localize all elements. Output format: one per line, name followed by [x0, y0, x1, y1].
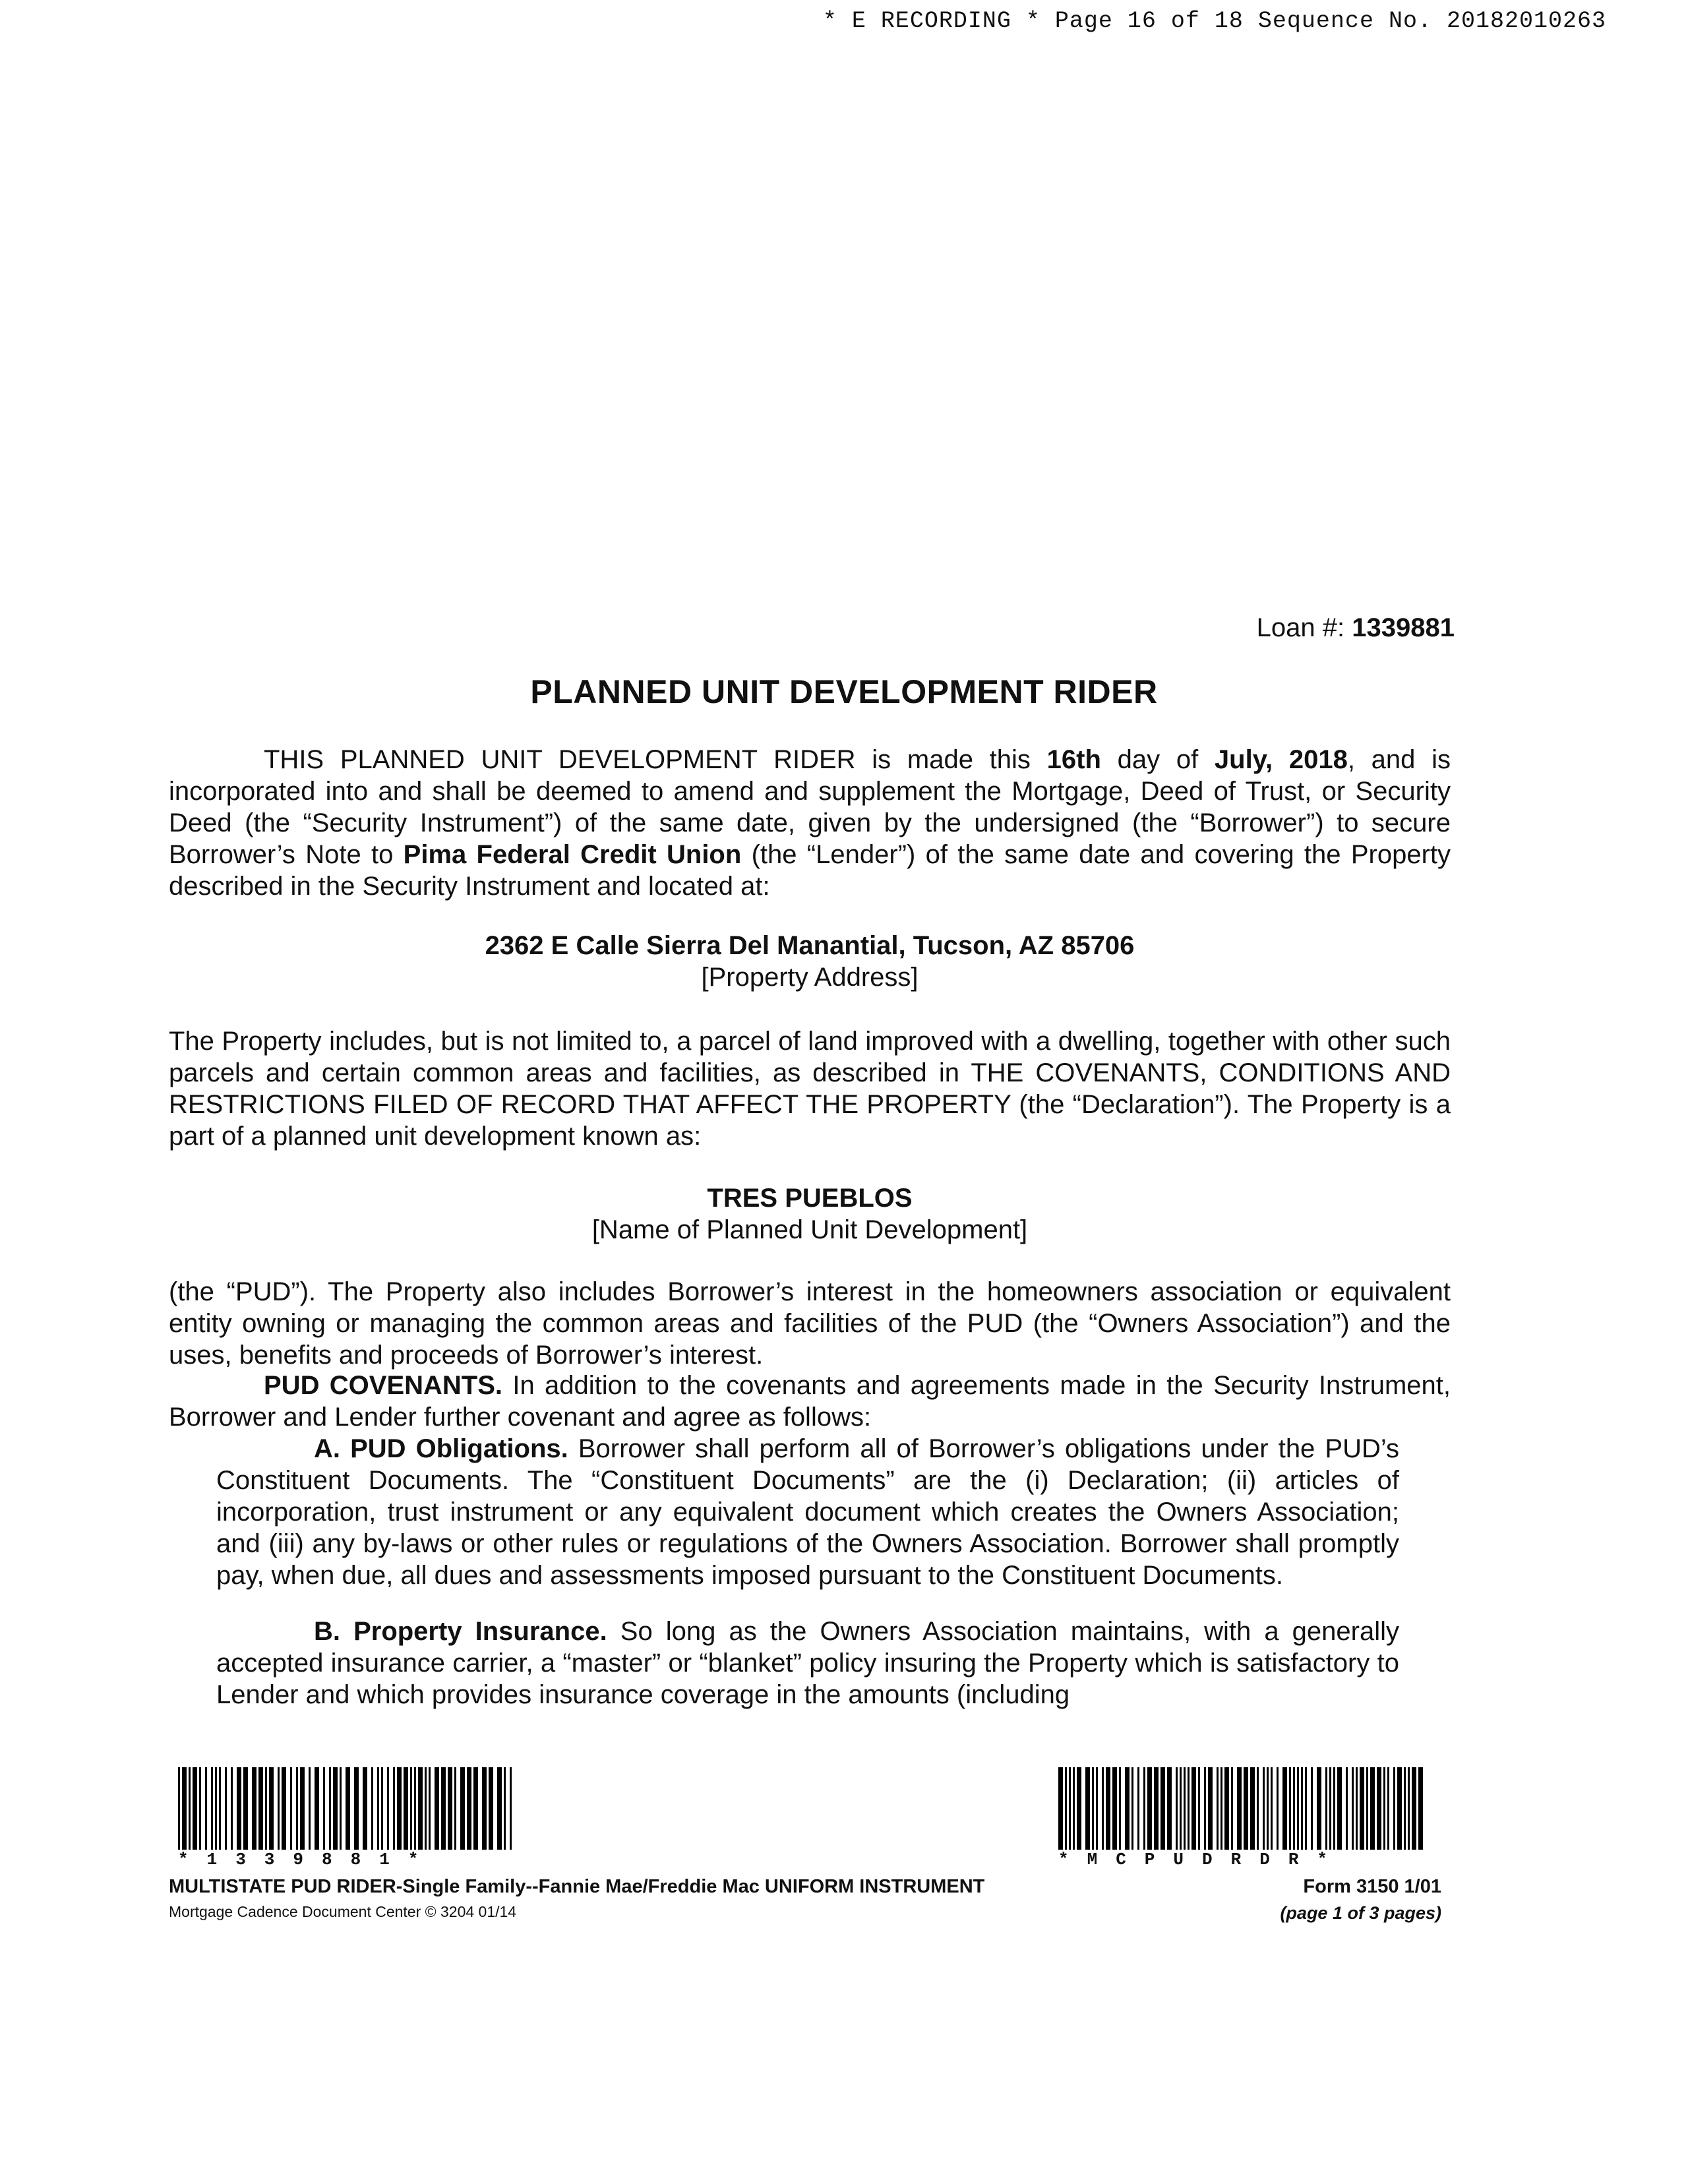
barcode-bar — [1329, 1767, 1331, 1850]
barcode-bar — [1069, 1767, 1071, 1850]
barcode-bar — [1112, 1767, 1117, 1850]
page-count: (page 1 of 3 pages) — [1280, 1903, 1441, 1923]
barcode-bar — [448, 1767, 452, 1850]
barcode-bar — [1257, 1767, 1259, 1850]
barcode-bar — [1224, 1767, 1229, 1850]
pud-name-block — [169, 1182, 1451, 1246]
barcode-bar — [1408, 1767, 1410, 1850]
barcode-bar — [504, 1767, 506, 1850]
barcode-bar — [329, 1767, 331, 1850]
barcode-bar — [1198, 1767, 1200, 1850]
barcode-bar — [1176, 1767, 1178, 1850]
barcode-bar — [429, 1767, 431, 1850]
barcode-bar — [482, 1767, 487, 1850]
barcode-bar — [323, 1767, 325, 1850]
barcode-bar — [243, 1767, 248, 1850]
barcode-bar — [182, 1767, 187, 1850]
barcode-bar — [1263, 1767, 1265, 1850]
barcode-bar — [205, 1767, 207, 1850]
barcode-bar — [1366, 1767, 1368, 1850]
barcode-bar — [300, 1767, 305, 1850]
intro-text-3: , and is incorporated into and shall be deemed to amend and supplement the Mortgage, Deed of Trust, or Security Deed (the “Security Instrument”) of the same date, given by the undersigned (the “Borrower”) to secure Borrower’s Note to — [169, 745, 1451, 869]
barcode-bar — [377, 1767, 379, 1850]
barcode-bar — [290, 1767, 292, 1850]
barcode-bar — [1188, 1767, 1190, 1850]
lender-name: Pima Federal Credit Union — [403, 840, 742, 869]
barcode-left-caption: *1339881* — [178, 1850, 437, 1869]
barcode-bar — [418, 1767, 423, 1850]
property-paragraph: The Property includes, but is not limited to, a parcel of land improved with a dwelling, together with other such parcels and certain common areas and facilities, as described in THE COVENANTS, CONDITIONS AND RESTRICTIONS FILED OF RECORD THAT AFFECT THE PROPERTY (the “Declaration”). The Property is a part of a planned unit development known as: — [169, 1027, 1451, 1151]
barcode-bar — [215, 1767, 217, 1850]
barcode-bar — [1058, 1767, 1063, 1850]
barcode-left-bars — [178, 1767, 514, 1850]
barcode-bar — [1356, 1767, 1358, 1850]
loan-number — [1257, 613, 1455, 643]
barcode-bar — [1370, 1767, 1375, 1850]
pud-name: TRES PUEBLOS — [707, 1184, 913, 1213]
barcode-bar — [1204, 1767, 1206, 1850]
barcode-bar — [371, 1767, 373, 1850]
barcode-bar — [237, 1767, 241, 1850]
barcode-bar — [1387, 1767, 1389, 1850]
rider-day: 16th — [1046, 745, 1101, 774]
barcode-bar — [1277, 1767, 1279, 1850]
intro-text-2: day of — [1100, 745, 1215, 774]
barcode-bar — [1289, 1767, 1291, 1850]
barcode-bar — [1125, 1767, 1130, 1850]
barcode-bar — [1217, 1767, 1219, 1850]
barcode-bar — [178, 1767, 180, 1850]
barcode-bar — [381, 1767, 383, 1850]
barcode-bar — [414, 1767, 416, 1850]
section-b-heading: B. Property Insurance. — [314, 1617, 607, 1646]
barcode-bar — [1065, 1767, 1067, 1850]
barcode-bar — [1271, 1767, 1273, 1850]
barcode-bar — [1360, 1767, 1364, 1850]
intro-paragraph — [169, 744, 1451, 902]
rider-date: July, 2018 — [1214, 745, 1348, 774]
barcode-bar — [397, 1767, 402, 1850]
barcode-bar — [296, 1767, 298, 1850]
barcode-bar — [1231, 1767, 1233, 1850]
barcode-bar — [1106, 1767, 1110, 1850]
barcode-bar — [435, 1767, 439, 1850]
barcode-bar — [1137, 1767, 1139, 1850]
barcode-bar — [387, 1767, 389, 1850]
recording-header: * E RECORDING * Page 16 of 18 Sequence No. 20182010263 — [822, 8, 1606, 34]
barcode-bar — [189, 1767, 191, 1850]
barcode-bar — [340, 1767, 342, 1850]
barcode-bar — [219, 1767, 221, 1850]
barcode-bar — [441, 1767, 446, 1850]
barcode-bar — [1085, 1767, 1090, 1850]
section-a-text: Borrower shall perform all of Borrower’s obligations under the PUD’s Constituent Documents. The “Constituent Documents” are the (i) Declaration; (ii) articles of incorporation, trust instrument or any equivalent document which creates the Owners Association; and (iii) any by-laws or other rules or regulations of the Owners Association. Borrower shall promptly pay, when due, all dues and assessments imposed pursuant to the Constituent Documents. — [216, 1434, 1400, 1590]
barcode-bar — [1282, 1767, 1287, 1850]
barcode-bar — [489, 1767, 493, 1850]
barcode-bar — [1352, 1767, 1354, 1850]
barcode-bar — [231, 1767, 233, 1850]
section-a-heading: A. PUD Obligations. — [314, 1434, 568, 1463]
barcode-bar — [1092, 1767, 1094, 1850]
barcode-bar — [1383, 1767, 1385, 1850]
barcode-bar — [315, 1767, 319, 1850]
barcode-bar — [510, 1767, 512, 1850]
barcode-bar — [1301, 1767, 1303, 1850]
barcode-bar — [1250, 1767, 1255, 1850]
barcode-bar — [1267, 1767, 1269, 1850]
pud-paragraph: (the “PUD”). The Property also includes Borrower’s interest in the homeowners association or equivalent entity owning or managing the common areas and facilities of the PUD (the “Owners Association”) and the uses, benefits and proceeds of Borrower’s interest. — [169, 1277, 1451, 1370]
barcode-bar — [199, 1767, 201, 1850]
pud-covenants-text: In addition to the covenants and agreements made in the Security Instrument, Borrower and Lender further covenant and agree as follows: — [169, 1371, 1451, 1432]
loan-label: Loan #: — [1256, 613, 1345, 642]
pud-covenants-paragraph — [169, 1370, 1451, 1433]
barcode-bar — [282, 1767, 286, 1850]
barcode-bar — [1119, 1767, 1121, 1850]
barcode-bar — [258, 1767, 263, 1850]
barcode-bar — [1337, 1767, 1342, 1850]
barcode-bar — [1333, 1767, 1335, 1850]
barcode-bar — [265, 1767, 267, 1850]
barcode-right-bars — [1058, 1767, 1424, 1850]
barcode-bar — [1418, 1767, 1423, 1850]
barcode-bar — [1131, 1767, 1133, 1850]
barcode-bar — [1221, 1767, 1222, 1850]
barcode-right-caption: *MCPUDRDR* — [1058, 1850, 1346, 1869]
barcode-bar — [425, 1767, 427, 1850]
barcode-bar — [1412, 1767, 1416, 1850]
barcode-bar — [473, 1767, 478, 1850]
property-address: 2362 E Calle Sierra Del Manantial, Tucson, AZ 85706 — [485, 931, 1135, 960]
barcode-bar — [1377, 1767, 1381, 1850]
barcode-bar — [1096, 1767, 1098, 1850]
barcode-bar — [309, 1767, 311, 1850]
barcode-bar — [1397, 1767, 1402, 1850]
property-address-block — [169, 930, 1451, 993]
barcode-bar — [393, 1767, 395, 1850]
barcode-right — [1058, 1767, 1424, 1869]
barcode-bar — [404, 1767, 408, 1850]
barcode-bar — [1167, 1767, 1172, 1850]
barcode-bar — [467, 1767, 471, 1850]
barcode-bar — [1180, 1767, 1182, 1850]
barcode-bar — [225, 1767, 227, 1850]
section-b — [216, 1616, 1399, 1711]
barcode-bar — [1073, 1767, 1075, 1850]
barcode-bar — [1305, 1767, 1307, 1850]
barcode-bar — [497, 1767, 502, 1850]
barcode-bar — [1393, 1767, 1395, 1850]
form-number: Form 3150 1/01 — [1303, 1876, 1441, 1897]
barcode-bar — [1317, 1767, 1321, 1850]
barcode-bar — [1154, 1767, 1159, 1850]
barcode-bar — [1311, 1767, 1313, 1850]
barcode-bar — [1404, 1767, 1406, 1850]
barcode-bar — [354, 1767, 359, 1850]
barcode-left — [178, 1767, 514, 1869]
barcode-bar — [346, 1767, 350, 1850]
barcode-bar — [333, 1767, 338, 1850]
barcode-bar — [278, 1767, 280, 1850]
intro-text-1: THIS PLANNED UNIT DEVELOPMENT RIDER is made this — [264, 745, 1047, 774]
pud-name-label: [Name of Planned Unit Development] — [591, 1215, 1028, 1244]
barcode-bar — [1346, 1767, 1348, 1850]
barcode-bar — [1147, 1767, 1152, 1850]
section-b-text: So long as the Owners Association maintains, with a generally accepted insurance carrier, a “master” or “blanket” policy insuring the Property which is satisfactory to Lender and which provides insurance coverage in the amounts (including — [216, 1617, 1400, 1709]
barcode-bar — [252, 1767, 256, 1850]
document-title: PLANNED UNIT DEVELOPMENT RIDER — [530, 673, 1158, 710]
barcode-bar — [1184, 1767, 1186, 1850]
barcode-bar — [1208, 1767, 1213, 1850]
barcode-bar — [1191, 1767, 1196, 1850]
barcode-bar — [1244, 1767, 1248, 1850]
barcode-bar — [1297, 1767, 1299, 1850]
barcode-bar — [1293, 1767, 1295, 1850]
barcode-bar — [410, 1767, 412, 1850]
barcode-bar — [460, 1767, 465, 1850]
barcode-bar — [363, 1767, 367, 1850]
intro-text-4: (the “Lender”) of the same date and covering the Property described in the Security Instrument and located at: — [169, 840, 1451, 901]
pud-covenants-heading: PUD COVENANTS. — [264, 1371, 503, 1400]
loan-value: 1339881 — [1352, 613, 1455, 642]
barcode-bar — [1237, 1767, 1242, 1850]
property-address-label: [Property Address] — [701, 963, 919, 992]
barcode-bar — [1160, 1767, 1165, 1850]
barcode-bar — [1325, 1767, 1327, 1850]
barcode-bar — [1077, 1767, 1081, 1850]
barcode-bar — [193, 1767, 197, 1850]
barcode-bar — [269, 1767, 274, 1850]
form-publisher: Mortgage Cadence Document Center © 3204 01/14 — [169, 1903, 517, 1920]
section-a — [216, 1433, 1399, 1591]
barcode-bar — [211, 1767, 213, 1850]
form-title: MULTISTATE PUD RIDER-Single Family--Fannie Mae/Freddie Mac UNIFORM INSTRUMENT — [169, 1876, 985, 1897]
barcode-bar — [1102, 1767, 1104, 1850]
barcode-bar — [454, 1767, 456, 1850]
barcode-bar — [1143, 1767, 1145, 1850]
